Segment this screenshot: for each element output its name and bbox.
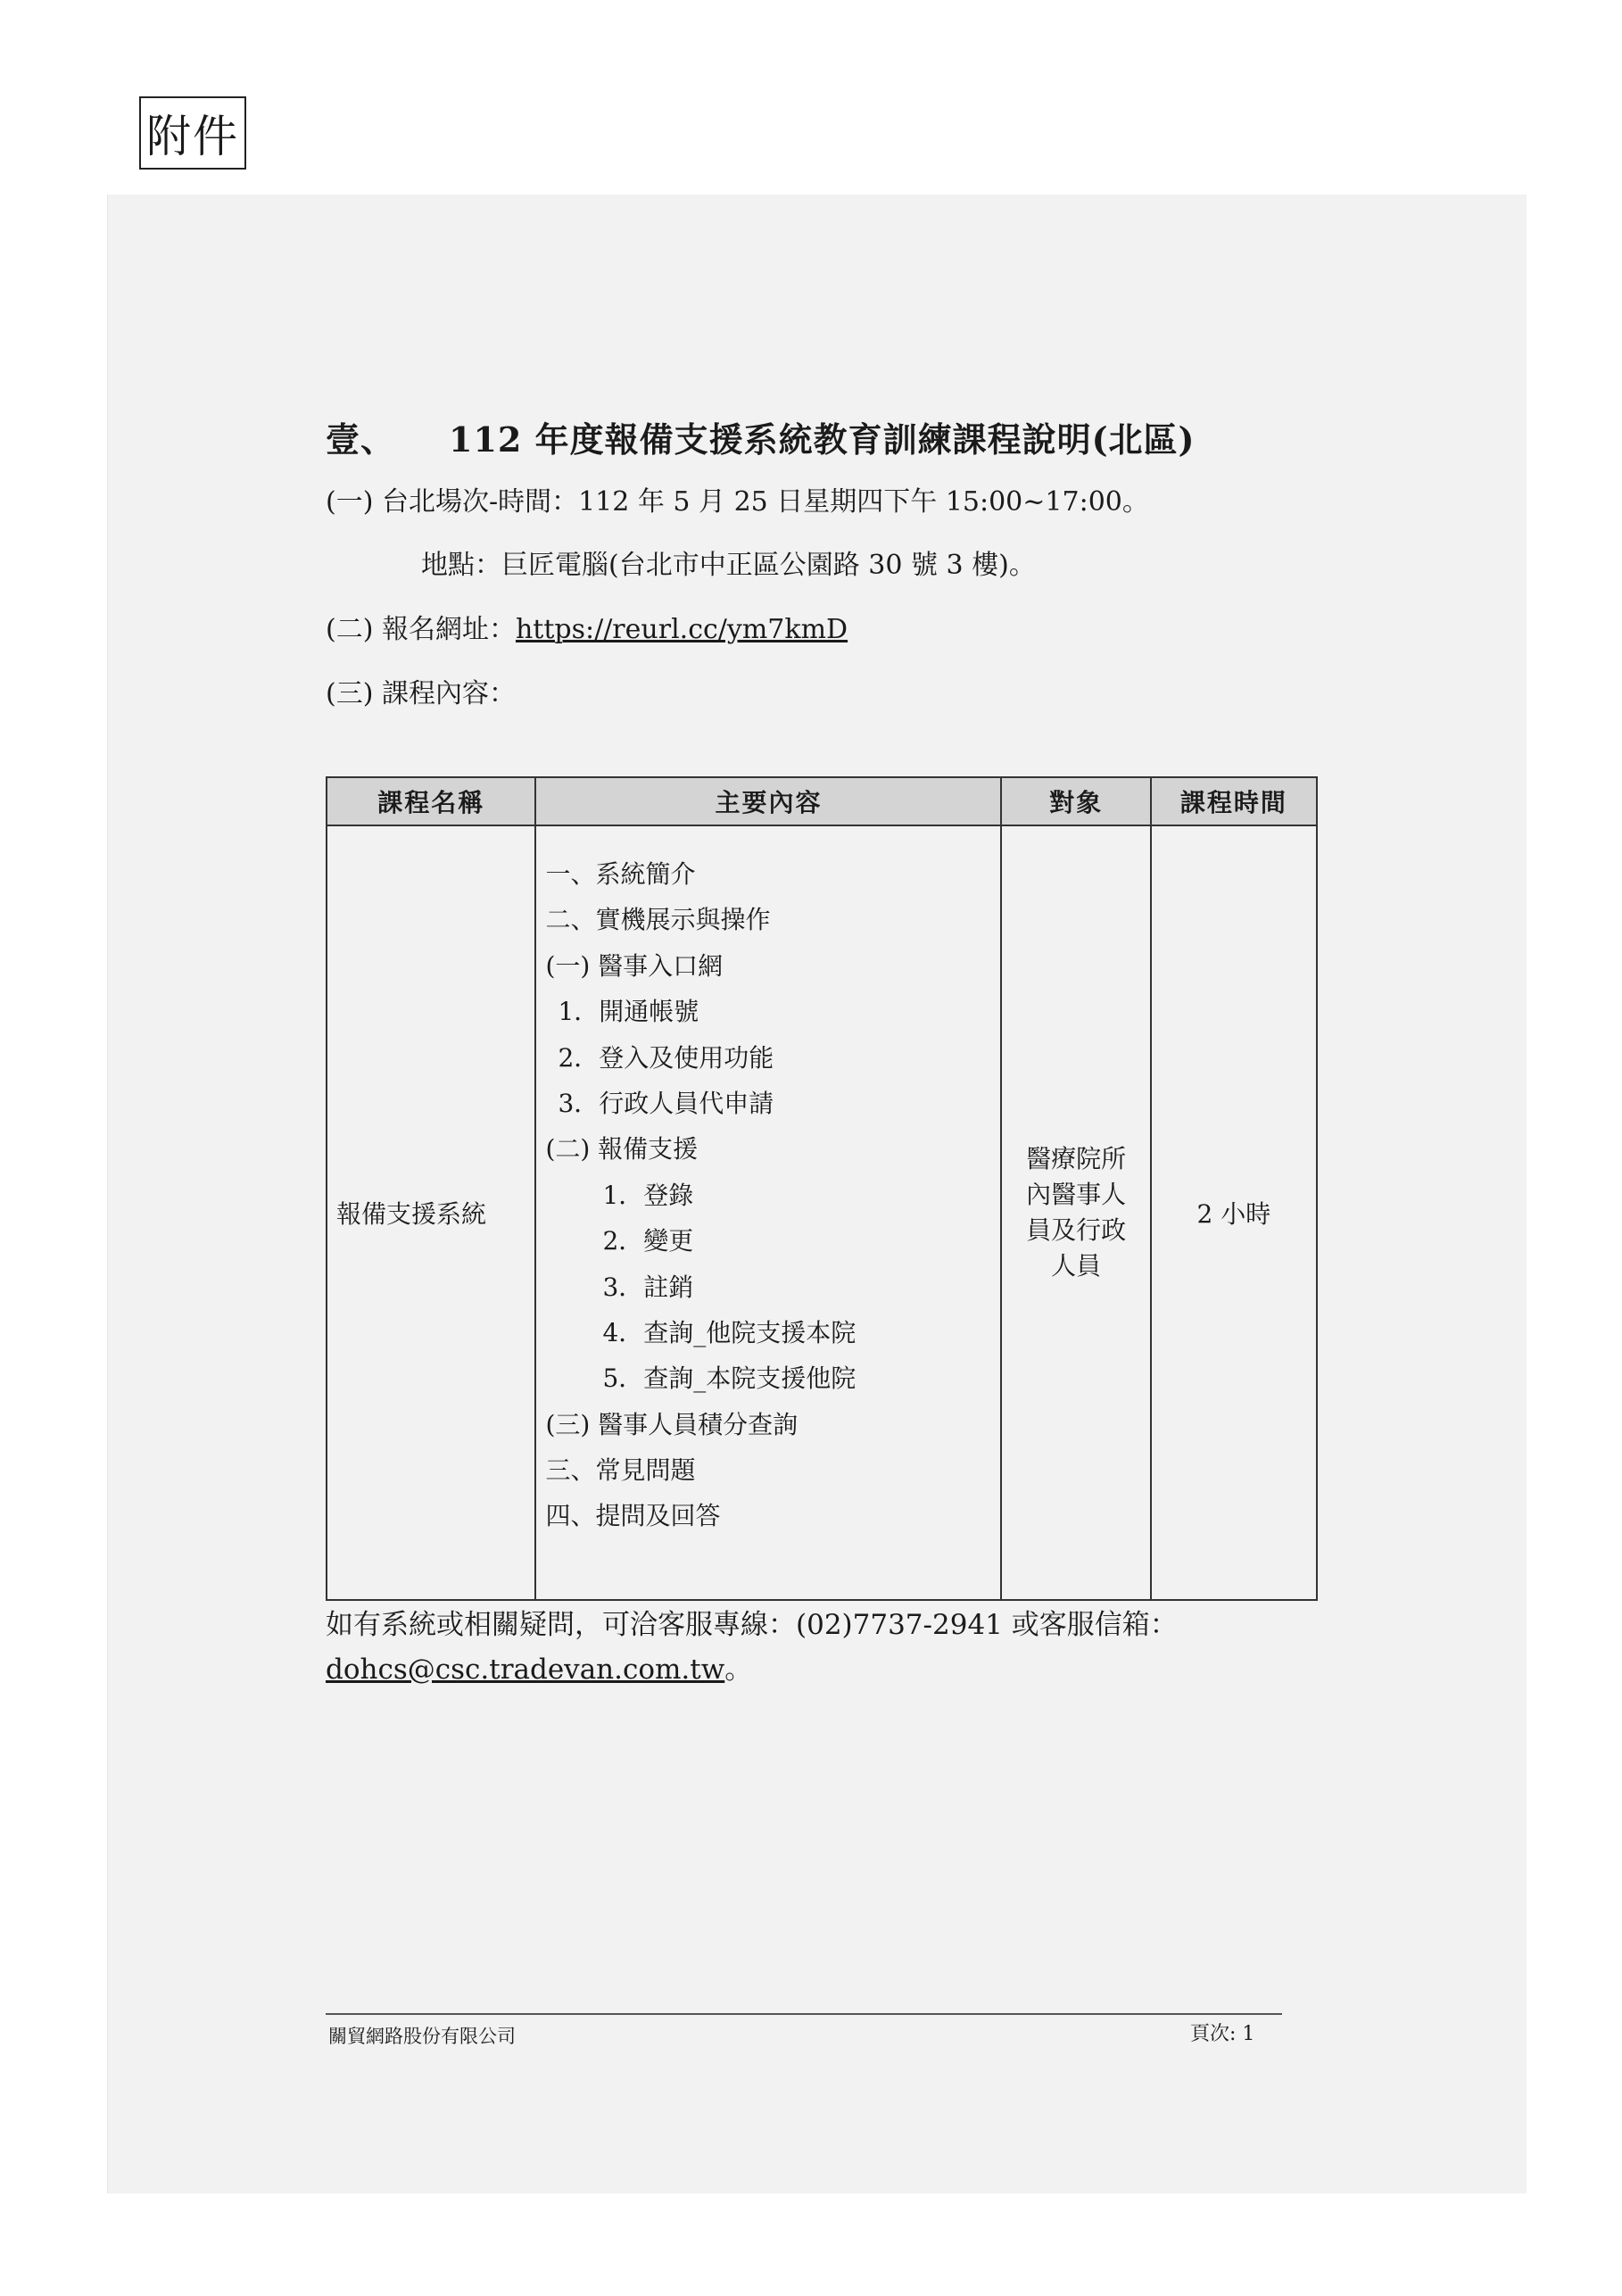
target-cell [1001, 825, 1150, 1600]
header-course-hours: 課程時間 [1151, 777, 1317, 825]
content-item: 三、常見問題 [545, 1455, 696, 1486]
content-item: (三) 醫事人員積分查詢 [545, 1409, 799, 1439]
header-target: 對象 [1001, 777, 1150, 825]
registration-label: (二) 報名網址： [326, 614, 516, 645]
course-hours-cell: 2 小時 [1151, 825, 1317, 1600]
content-item: 5．查詢_本院支援他院 [602, 1364, 857, 1394]
content-item: 2．變更 [602, 1226, 694, 1256]
header-course-name: 課程名稱 [327, 777, 535, 825]
table-header-row [327, 777, 1317, 825]
section-title-text: 112 年度報備支援系統教育訓練課程說明(北區) [449, 419, 1196, 460]
content-item: 1．登錄 [602, 1180, 694, 1210]
header-main-content: 主要內容 [535, 777, 1001, 825]
content-item: 3．行政人員代申請 [558, 1088, 774, 1118]
footer-company: 關貿網路股份有限公司 [328, 2026, 516, 2047]
contact-end: 。 [724, 1654, 753, 1686]
content-item: (二) 報備支援 [545, 1134, 699, 1165]
footer-page-number: 頁次: 1 [1190, 2023, 1255, 2045]
course-name-cell: 報備支援系統 [327, 825, 535, 1600]
section-number: 壹、 [326, 419, 396, 460]
content-item: 3．註銷 [602, 1272, 694, 1302]
content-item: 一、系統簡介 [545, 859, 696, 889]
taipei-session-line: (一) 台北場次-時間：112 年 5 月 25 日星期四下午 15:00~17:00。 [326, 486, 1149, 518]
contact-info [326, 1603, 1325, 1692]
course-table [326, 776, 1318, 1601]
contact-text: 如有系統或相關疑問，可洽客服專線：(02)7737-2941 或客服信箱： [326, 1609, 1178, 1641]
footer-divider [326, 2013, 1282, 2015]
attachment-label: 附件 [139, 96, 246, 170]
location-line: 地點：巨匠電腦(台北市中正區公園路 30 號 3 樓)。 [421, 550, 1036, 581]
registration-link[interactable]: https://reurl.cc/ym7kmD [515, 614, 848, 645]
content-item: 2．登入及使用功能 [558, 1042, 774, 1073]
course-content-label: (三) 課程內容： [326, 678, 516, 709]
table-row [327, 825, 1317, 1600]
registration-line [326, 607, 848, 646]
target-text: 醫療院所內醫事人員及行政人員 [1026, 1144, 1127, 1281]
content-item: 4．查詢_他院支援本院 [602, 1317, 857, 1347]
content-item: 二、實機展示與操作 [545, 905, 771, 935]
content-item: 四、提問及回答 [545, 1501, 721, 1531]
content-item: (一) 醫事入口網 [545, 950, 724, 981]
section-title [326, 412, 1196, 461]
main-content-cell [535, 825, 1001, 1600]
contact-email-link[interactable]: dohcs@csc.tradevan.com.tw [326, 1654, 725, 1686]
content-item: 1．開通帳號 [558, 997, 699, 1027]
